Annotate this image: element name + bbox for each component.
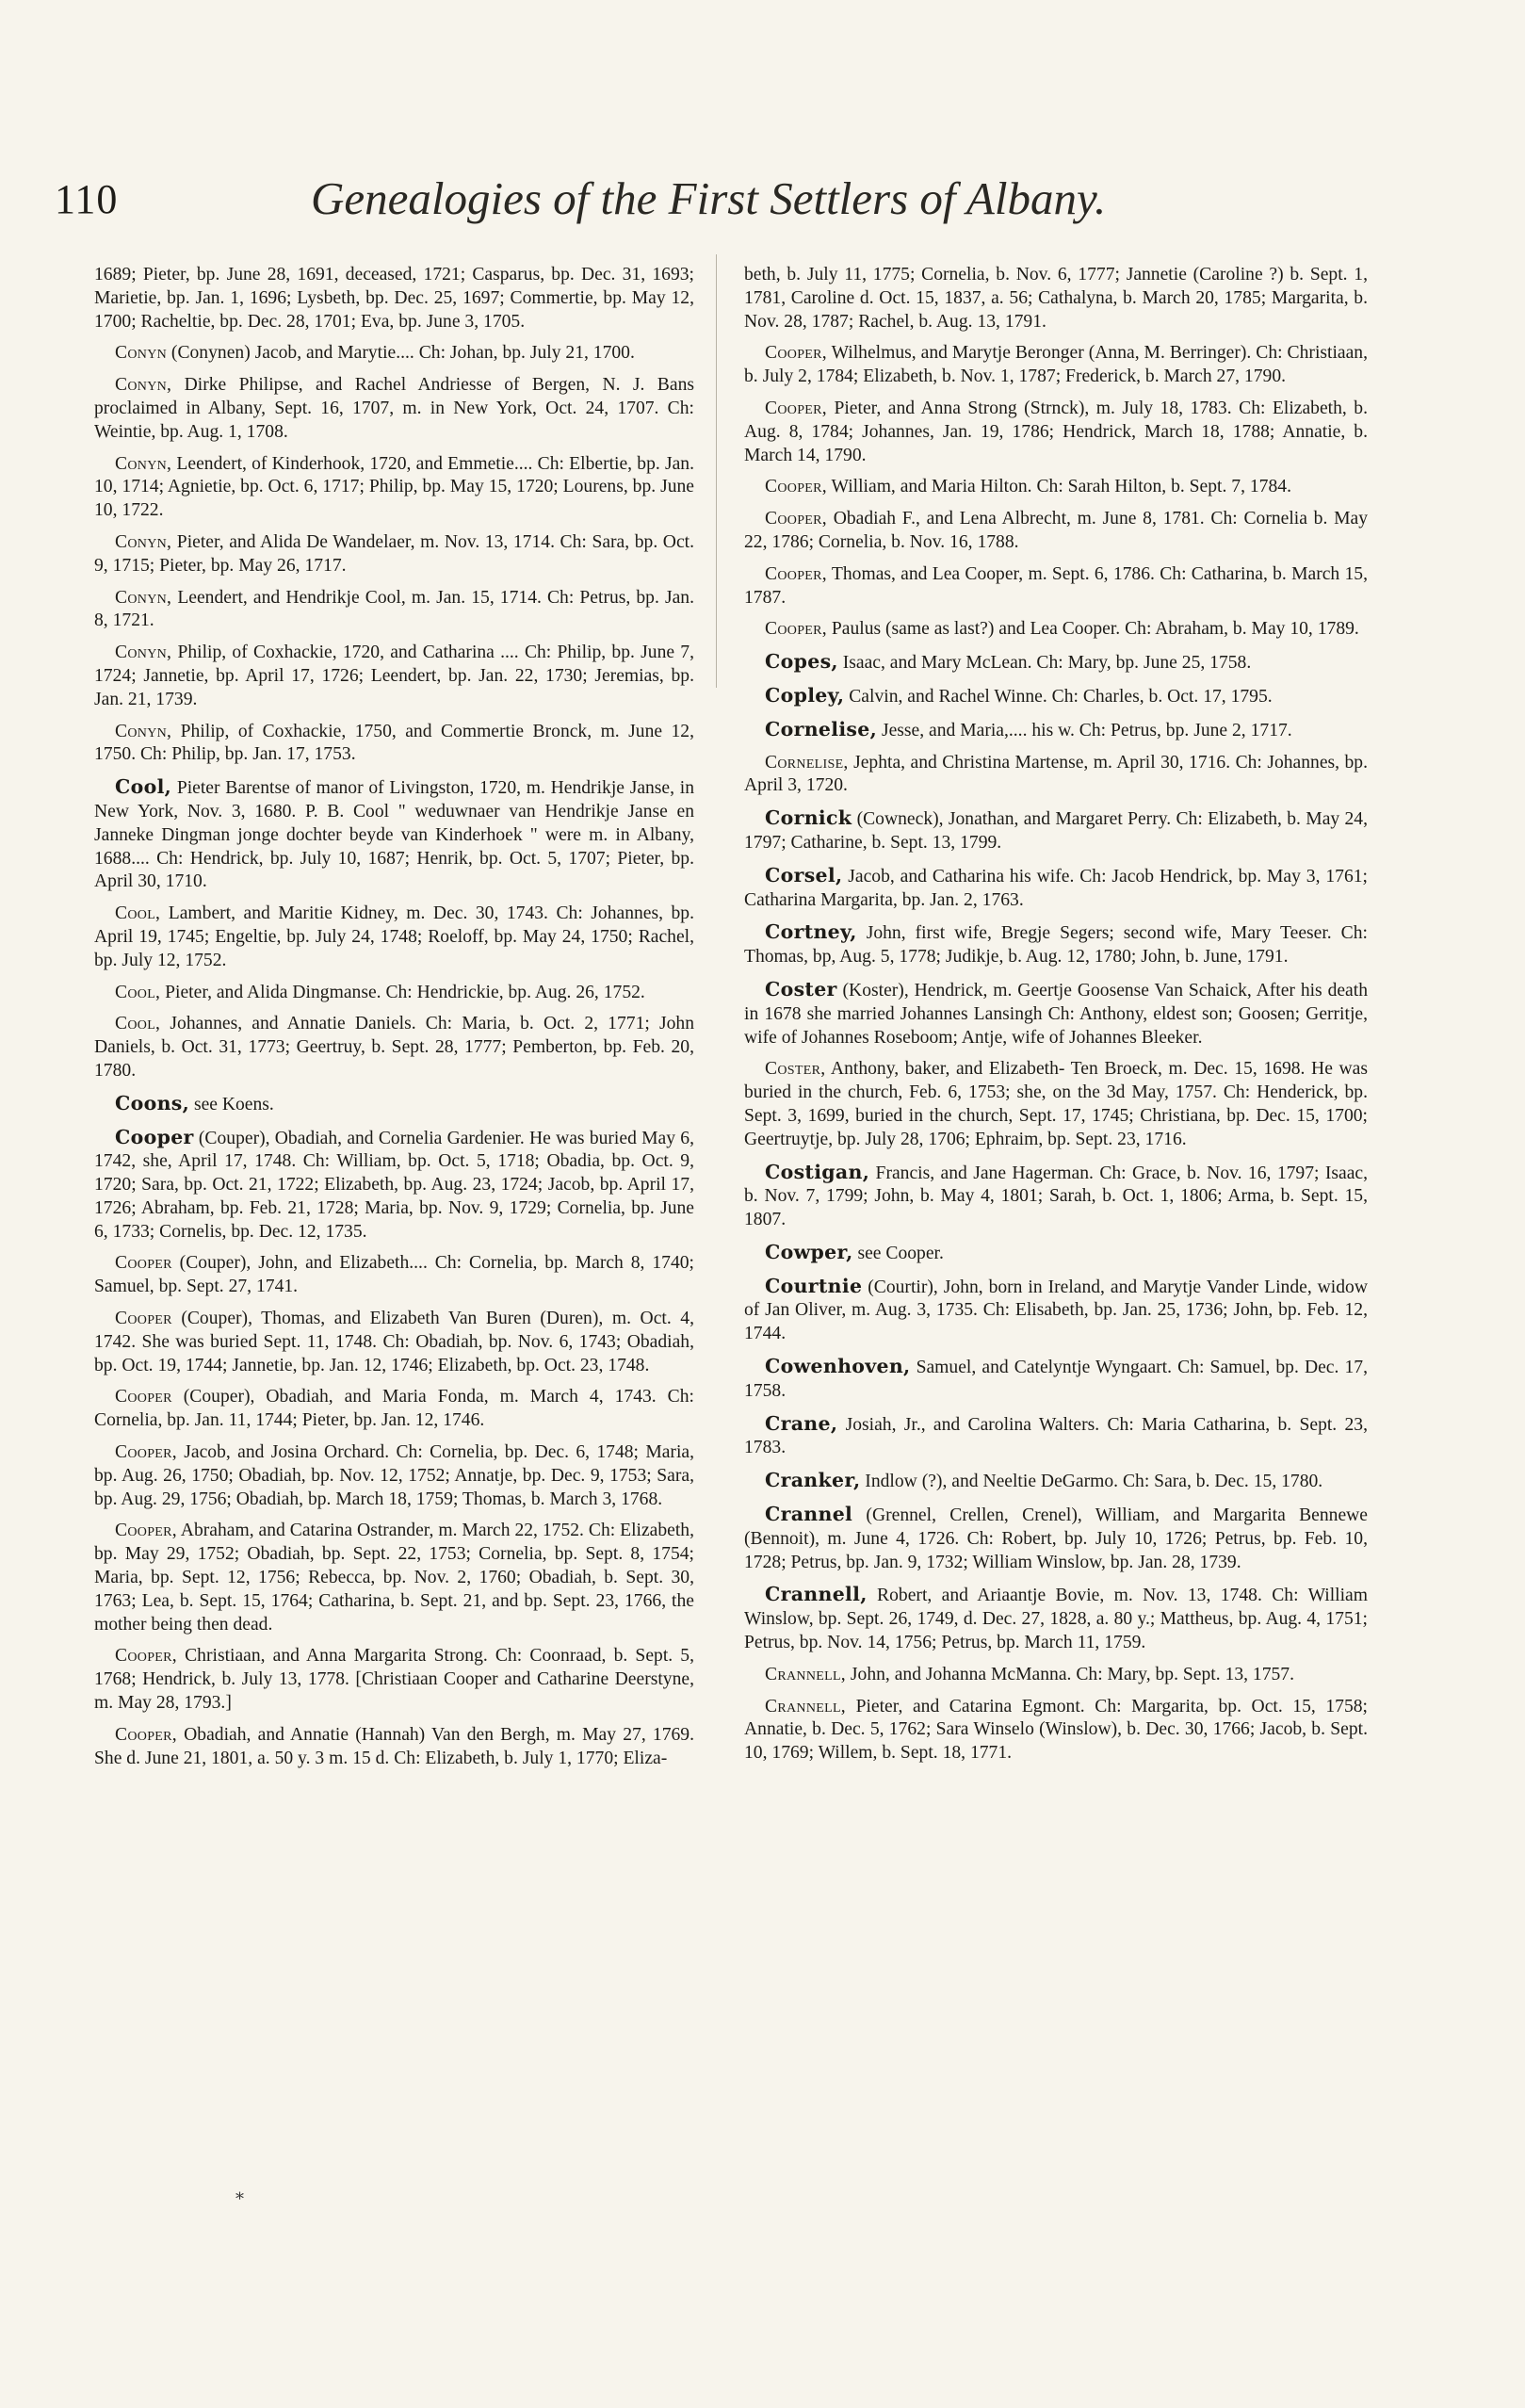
entry-surname: Conyn, [115, 721, 172, 741]
entry-text: Jesse, and Maria,.... his w. Ch: Petrus, bp. June 2, 1717. [877, 720, 1292, 740]
entry-text: Indlow (?), and Neeltie DeGarmo. Ch: Sara, b. Dec. 15, 1780. [860, 1472, 1323, 1492]
entry-surname: Coster, [765, 1059, 826, 1080]
genealogy-entry [744, 618, 1368, 642]
entry-surname: Cooper, [115, 1442, 177, 1463]
right-column [744, 264, 1368, 2157]
entry-surname: Conyn, [115, 375, 172, 396]
entry-surname: Cooper [115, 1387, 172, 1407]
column-divider [716, 254, 717, 688]
entry-text: Obadiah, and Annatie (Hannah) Van den Bergh, m. May 27, 1769. She d. June 21, 1801, a. 50 y. 3 m. 15 d. Ch: Elizabeth, b. July 1, 1770; Eliza- [94, 1724, 694, 1768]
genealogy-entry [744, 1241, 1368, 1266]
genealogy-entry [94, 531, 694, 578]
entry-text: Leendert, and Hendrikje Cool, m. Jan. 15, 1714. Ch: Petrus, bp. Jan. 8, 1721. [94, 587, 694, 631]
genealogy-entry [94, 1013, 694, 1082]
entry-surname: Conyn [115, 343, 168, 364]
genealogy-entry [744, 1412, 1368, 1461]
entry-surname: Cooper [115, 1253, 172, 1274]
entry-text: Thomas, and Lea Cooper, m. Sept. 6, 1786. Ch: Catharina, b. March 15, 1787. [744, 563, 1368, 608]
entry-text: beth, b. July 11, 1775; Cornelia, b. Nov. 6, 1777; Jannetie (Caroline ?) b. Sept. 1, 1781, Caroline d. Oct. 15, 1837, a. 56; Cathalyna, b. March 20, 1785; Margarita, b. Nov. 28, 1787; Rachel, b. Aug. 13, 1791. [744, 265, 1368, 332]
genealogy-entry [744, 864, 1368, 913]
footer-ornament: * [235, 2189, 244, 2209]
entry-surname: Cowenhoven, [765, 1355, 911, 1378]
genealogy-entry [744, 1583, 1368, 1654]
genealogy-entry [94, 1126, 694, 1245]
genealogy-entry [744, 1664, 1368, 1687]
entry-surname: Corsel, [765, 863, 843, 887]
genealogy-entry [744, 1503, 1368, 1574]
entry-surname: Cornelise, [765, 717, 878, 740]
genealogy-entry [744, 718, 1368, 743]
entry-text: (Couper), Obadiah, and Maria Fonda, m. March 4, 1743. Ch: Cornelia, bp. Jan. 11, 1744; Pieter, bp. Jan. 12, 1746. [94, 1387, 694, 1431]
entry-text: Jephta, and Christina Martense, m. April 30, 1716. Ch: Johannes, bp. April 3, 1720. [744, 752, 1368, 796]
entry-surname: Cooper, [765, 619, 827, 640]
entry-surname: Conyn, [115, 453, 172, 474]
entry-text: Pieter, and Catarina Egmont. Ch: Margarita, bp. Oct. 15, 1758; Annatie, b. Dec. 5, 1762; Sara Winselo (Winslow), b. Dec. 30, 1766; Jacob, b. Sept. 10, 1769; Willem, b. Sept. 18, 1771. [744, 1696, 1368, 1764]
genealogy-entry [94, 1386, 694, 1433]
entry-surname: Conyn, [115, 587, 172, 608]
entry-text: (Koster), Hendrick, m. Geertje Goosense Van Schaick, After his death in 1678 she married Johannes Lansingh Ch: Anthony, eldest son; Goosen; Gerritje, wife of Johannes Roseboom; Antje, wife of Johannes Bleeker. [744, 980, 1368, 1048]
entry-surname: Conyn, [115, 531, 172, 552]
genealogy-entry [94, 1252, 694, 1299]
entry-surname: Cooper, [115, 1724, 177, 1745]
genealogy-entry [744, 1058, 1368, 1151]
page-number: 110 [55, 176, 119, 222]
entry-text: (Couper), John, and Elizabeth.... Ch: Cornelia, bp. March 8, 1740; Samuel, bp. Sept. 27, 1741. [94, 1253, 694, 1297]
genealogy-entry [94, 642, 694, 711]
genealogy-entry [744, 978, 1368, 1049]
entry-text: (Couper), Obadiah, and Cornelia Gardenier. He was buried May 6, 1742, she, April 17, 1748. Ch: William, bp. Oct. 5, 1718; Obadia, bp. Oct. 9, 1720; Sara, bp. Oct. 21, 1722; Elizabeth, bp. Aug. 23, 1724; Jacob, bp. April 17, 1726; Abraham, bp. Feb. 21, 1728; Maria, bp. Nov. 9, 1729; Cornelia, bp. June 6, 1733; Cornelis, bp. Dec. 12, 1735. [94, 1128, 694, 1242]
entry-surname: Crannell, [765, 1696, 846, 1717]
entry-text: Calvin, and Rachel Winne. Ch: Charles, b. Oct. 17, 1795. [844, 686, 1273, 707]
genealogy-entry [744, 342, 1368, 389]
genealogy-entry [744, 1696, 1368, 1765]
entry-text: (Cowneck), Jonathan, and Margaret Perry. Ch: Elizabeth, b. May 24, 1797; Catharine, b. Sept. 13, 1799. [744, 809, 1368, 853]
entry-surname: Crannell, [765, 1583, 868, 1606]
entry-surname: Cornelise, [765, 752, 849, 773]
entry-surname: Coster [765, 977, 837, 1001]
genealogy-entry [94, 1092, 694, 1117]
genealogy-entry [744, 920, 1368, 969]
entry-text: Wilhelmus, and Marytje Beronger (Anna, M. Berringer). Ch: Christiaan, b. July 2, 1784; Elizabeth, b. Nov. 1, 1787; Frederick, b. March 27, 1790. [744, 343, 1368, 387]
genealogy-entry [744, 752, 1368, 799]
genealogy-entry [94, 264, 694, 334]
entry-text: Francis, and Jane Hagerman. Ch: Grace, b. Nov. 16, 1797; Isaac, b. Nov. 7, 1799; John, b. May 4, 1801; Sarah, b. Oct. 1, 1806; Arma, b. Sept. 15, 1807. [744, 1163, 1368, 1230]
entry-surname: Cooper, [765, 398, 827, 418]
entry-surname: Coons, [115, 1091, 190, 1115]
genealogy-entry [94, 1520, 694, 1636]
entry-surname: Crane, [765, 1411, 838, 1435]
entry-text: see Koens. [189, 1094, 274, 1115]
entry-text: John, and Johanna McManna. Ch: Mary, bp. Sept. 13, 1757. [846, 1664, 1294, 1684]
entry-surname: Cooper, [115, 1521, 177, 1541]
entry-surname: Cooper, [765, 509, 827, 529]
entry-surname: Cooper, [765, 563, 827, 584]
entry-text: Philip, of Coxhackie, 1720, and Catharina .... Ch: Philip, bp. June 7, 1724; Jannetie, bp. April 17, 1726; Leendert, bp. Jan. 22, 1730; Jeremias, bp. Jan. 21, 1739. [94, 643, 694, 709]
genealogy-entry [94, 1724, 694, 1771]
entry-surname: Conyn, [115, 643, 172, 663]
entry-text: see Cooper. [852, 1243, 944, 1263]
entry-text: Philip, of Coxhackie, 1750, and Commertie Bronck, m. June 12, 1750. Ch: Philip, bp. Jan. 17, 1753. [94, 721, 694, 765]
genealogy-entry [94, 1441, 694, 1511]
entry-text: (Couper), Thomas, and Elizabeth Van Buren (Duren), m. Oct. 4, 1742. She was buried Sept. 11, 1748. Ch: Obadiah, bp. Nov. 6, 1743; Obadiah, bp. Oct. 19, 1744; Jannetie, bp. Jan. 12, 1746; Elizabeth, bp. Oct. 23, 1748. [94, 1309, 694, 1375]
entry-text: Pieter, and Anna Strong (Strnck), m. July 18, 1783. Ch: Elizabeth, b. Aug. 8, 1784; Johannes, Jan. 19, 1786; Hendrick, March 18, 1788; Annatie, b. March 14, 1790. [744, 398, 1368, 465]
genealogy-entry [744, 508, 1368, 555]
genealogy-entry [744, 476, 1368, 499]
entry-text: Robert, and Ariaantje Bovie, m. Nov. 13, 1748. Ch: William Winslow, bp. Sept. 26, 1749, d. Dec. 27, 1828, a. 80 y.; Mattheus, bp. Aug. 4, 1751; Petrus, bp. Nov. 14, 1756; Petrus, bp. March 11, 1759. [744, 1586, 1368, 1653]
left-column [94, 264, 694, 2157]
entry-surname: Cooper [115, 1309, 172, 1329]
genealogy-entry [744, 563, 1368, 610]
entry-text: Lambert, and Maritie Kidney, m. Dec. 30, 1743. Ch: Johannes, bp. April 19, 1745; Engeltie, bp. July 24, 1748; Roeloff, bp. May 24, 1750; Rachel, bp. July 12, 1752. [94, 903, 694, 970]
genealogy-entry [744, 264, 1368, 334]
page-header [55, 171, 1477, 237]
genealogy-entry [94, 342, 694, 366]
entry-surname: Cortney, [765, 920, 857, 944]
entry-surname: Cool, [115, 775, 172, 799]
genealogy-entry [94, 587, 694, 634]
entry-surname: Cooper, [765, 343, 827, 364]
entry-text: Abraham, and Catarina Ostrander, m. March 22, 1752. Ch: Elizabeth, bp. May 29, 1752; Obadiah, bp. Sept. 22, 1753; Cornelia, bp. Sept. 8, 1754; Maria, bp. Sept. 12, 1756; Rebecca, bp. Nov. 2, 1760; Obadiah, b. Sept. 30, 1763; Lea, b. Sept. 15, 1764; Catharina, b. Sept. 21, and bp. Sept. 23, 1766, the mother being then dead. [94, 1521, 694, 1635]
entry-surname: Courtnie [765, 1274, 863, 1297]
genealogy-entry [744, 1161, 1368, 1232]
entry-surname: Copes, [765, 650, 838, 674]
entry-surname: Cranker, [765, 1469, 861, 1492]
entry-text: 1689; Pieter, bp. June 28, 1691, deceased, 1721; Casparus, bp. Dec. 31, 1693; Marietie, bp. Jan. 1, 1696; Lysbeth, bp. Dec. 25, 1697; Commertie, bp. May 12, 1700; Racheltie, bp. Dec. 28, 1701; Eva, bp. June 3, 1705. [94, 265, 694, 332]
genealogy-entry [94, 1645, 694, 1715]
genealogy-entry [94, 982, 694, 1005]
entry-surname: Costigan, [765, 1160, 870, 1183]
entry-text: Johannes, and Annatie Daniels. Ch: Maria, b. Oct. 2, 1771; John Daniels, b. Oct. 31, 1773; Geertruy, b. Sept. 28, 1777; Pemberton, bp. Feb. 20, 1780. [94, 1014, 694, 1081]
entry-text: Anthony, baker, and Elizabeth- Ten Broeck, m. Dec. 15, 1698. He was buried in the church, Feb. 6, 1753; she, on the 3d May, 1757. Ch: Henderick, bp. Sept. 3, 1699, buried in the church, Sept. 17, 1745; Christiana, bp. Dec. 15, 1700; Geertruytje, bp. July 28, 1706; Ephraim, bp. Sept. 23, 1716. [744, 1059, 1368, 1149]
entry-text: Josiah, Jr., and Carolina Walters. Ch: Maria Catharina, b. Sept. 23, 1783. [744, 1414, 1368, 1458]
entry-surname: Cooper [115, 1125, 194, 1148]
entry-surname: Cool, [115, 982, 161, 1002]
entry-text: Leendert, of Kinderhook, 1720, and Emmetie.... Ch: Elbertie, bp. Jan. 10, 1714; Agnietie, bp. Oct. 6, 1717; Philip, bp. May 15, 1720; Lourens, bp. June 10, 1722. [94, 453, 694, 521]
entry-text: Jacob, and Catharina his wife. Ch: Jacob Hendrick, bp. May 3, 1761; Catharina Margarita, bp. Jan. 2, 1763. [744, 866, 1368, 910]
genealogy-entry [744, 806, 1368, 855]
entry-surname: Cool, [115, 903, 161, 924]
genealogy-entry [744, 398, 1368, 467]
entry-surname: Cool, [115, 1014, 161, 1034]
genealogy-entry [744, 1355, 1368, 1404]
genealogy-entry [94, 775, 694, 894]
entry-text: Isaac, and Mary McLean. Ch: Mary, bp. June 25, 1758. [837, 653, 1252, 674]
genealogy-entry [744, 1469, 1368, 1494]
entry-surname: Crannell, [765, 1664, 846, 1684]
entry-text: Dirke Philipse, and Rachel Andriesse of Bergen, N. J. Bans proclaimed in Albany, Sept. 16, 1707, m. in New York, Oct. 24, 1707. Ch: Weintie, bp. Aug. 1, 1708. [94, 375, 694, 442]
genealogy-entry [94, 1308, 694, 1377]
entry-text: Christiaan, and Anna Margarita Strong. Ch: Coonraad, b. Sept. 5, 1768; Hendrick, b. July 13, 1778. [Christiaan Cooper and Catharine Deerstyne, m. May 28, 1793.] [94, 1646, 694, 1714]
genealogy-entry [94, 374, 694, 444]
genealogy-entry [744, 650, 1368, 675]
entry-text: Obadiah F., and Lena Albrecht, m. June 8, 1781. Ch: Cornelia b. May 22, 1786; Cornelia, b. Nov. 16, 1788. [744, 509, 1368, 552]
running-title: Genealogies of the First Settlers of Albany. [311, 172, 1107, 224]
entry-surname: Cooper, [765, 477, 827, 497]
genealogy-entry [94, 721, 694, 768]
genealogy-entry [94, 453, 694, 523]
entry-surname: Crannel [765, 1503, 853, 1526]
entry-text: Pieter, and Alida Dingmanse. Ch: Hendrickie, bp. Aug. 26, 1752. [160, 982, 645, 1002]
entry-text: (Courtir), John, born in Ireland, and Marytje Vander Linde, widow of Jan Oliver, m. Aug. 3, 1735. Ch: Elisabeth, bp. Jan. 25, 1736; John, bp. Feb. 12, 1744. [744, 1277, 1368, 1344]
entry-text: (Conynen) Jacob, and Marytie.... Ch: Johan, bp. July 21, 1700. [167, 343, 635, 364]
entry-text: Pieter Barentse of manor of Livingston, 1720, m. Hendrikje Janse, in New York, Nov. 3, 1680. P. B. Cool " weduwnaer van Hendrikje Janse en Janneke Dingman jonge dochter beyde van Kinderhoek " were m. in Albany, 1688.... Ch: Hendrick, bp. July 10, 1687; Henrik, bp. Oct. 5, 1707; Pieter, bp. April 30, 1710. [94, 778, 694, 892]
genealogy-entry [744, 1275, 1368, 1346]
entry-surname: Cooper, [115, 1646, 177, 1667]
entry-text: William, and Maria Hilton. Ch: Sarah Hilton, b. Sept. 7, 1784. [826, 477, 1291, 497]
genealogy-entry [94, 903, 694, 972]
entry-surname: Cornick [765, 806, 852, 830]
entry-text: Paulus (same as last?) and Lea Cooper. Ch: Abraham, b. May 10, 1789. [826, 619, 1359, 640]
genealogy-entry [744, 684, 1368, 709]
entry-surname: Copley, [765, 683, 845, 707]
entry-text: John, first wife, Bregje Segers; second wife, Mary Teeser. Ch: Thomas, bp, Aug. 5, 1778; Judikje, b. Aug. 12, 1780; John, b. June, 1791. [744, 923, 1368, 968]
entry-text: (Grennel, Crellen, Crenel), William, and Margarita Bennewe (Bennoit), m. June 4, 1726. Ch: Robert, bp. July 10, 1726; Petrus, bp. Feb. 10, 1728; Petrus, bp. Jan. 9, 1732; William Winslow, bp. Jan. 28, 1739. [744, 1505, 1368, 1572]
entry-text: Pieter, and Alida De Wandelaer, m. Nov. 13, 1714. Ch: Sara, bp. Oct. 9, 1715; Pieter, bp. May 26, 1717. [94, 531, 694, 576]
entry-text: Samuel, and Catelyntje Wyngaart. Ch: Samuel, bp. Dec. 17, 1758. [744, 1358, 1368, 1401]
entry-text: Jacob, and Josina Orchard. Ch: Cornelia, bp. Dec. 6, 1748; Maria, bp. Aug. 26, 1750; Obadiah, bp. Nov. 12, 1752; Annatje, bp. Dec. 9, 1753; Sara, bp. Aug. 29, 1756; Obadiah, bp. March 18, 1759; Thomas, b. March 3, 1768. [94, 1442, 694, 1509]
entry-surname: Cowper, [765, 1240, 853, 1263]
